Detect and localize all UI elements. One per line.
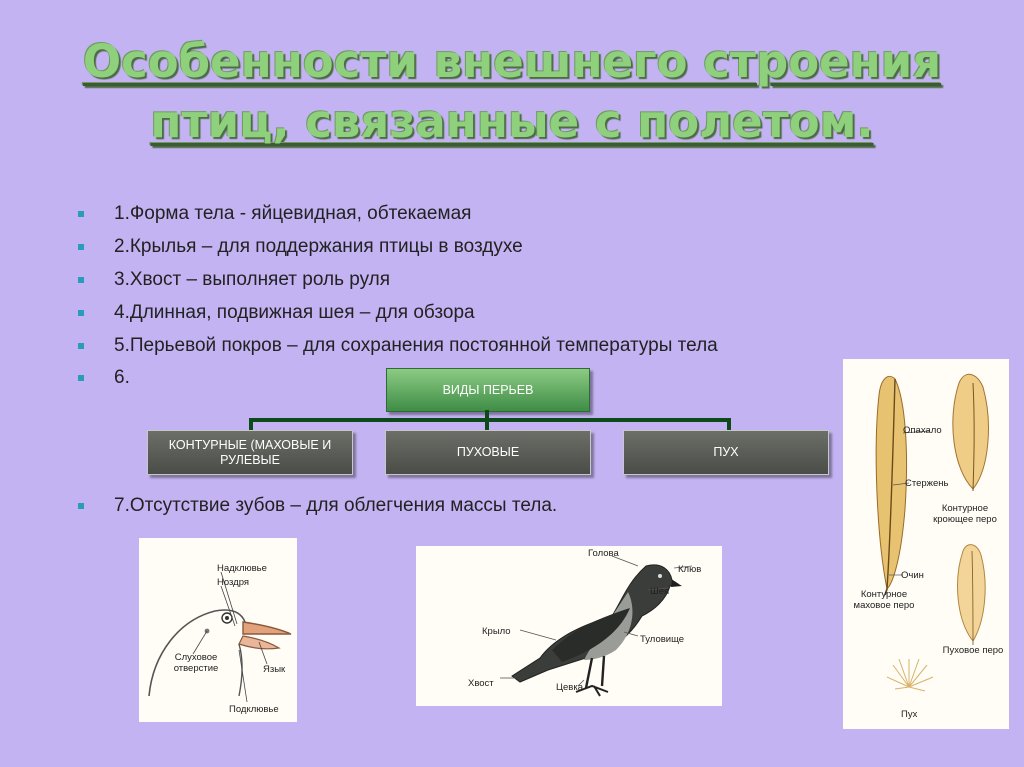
bullet-marker-icon: [78, 375, 84, 381]
crow-drawing: [416, 546, 722, 706]
diagram-child-label: ПУХОВЫЕ: [456, 445, 520, 459]
bullet-marker-icon: [78, 503, 84, 509]
bullet-marker-icon: [78, 310, 84, 316]
label-krylo: Крыло: [482, 626, 511, 637]
diagram-child-fluff: [623, 430, 829, 475]
slide-title: [0, 32, 1024, 152]
bullet-marker-icon: [78, 277, 84, 283]
label-nadklyuvye: Надклювье: [217, 563, 267, 574]
diagram-child-label: КОНТУРНЫЕ (МАХОВЫЕ И РУЛЕВЫЕ: [168, 437, 332, 467]
diagram-root-label: ВИДЫ ПЕРЬЕВ: [442, 382, 534, 397]
bird-head-figure: [139, 538, 297, 722]
diagram-child-label: ПУХ: [713, 445, 739, 459]
label-sluhovoe: Слуховое отверстие: [173, 652, 219, 674]
title-line-2: птиц, связанные с полетом.: [150, 95, 874, 148]
bird-head-drawing: [139, 538, 297, 722]
bullet-list: [78, 198, 858, 395]
bullet-marker-icon: [78, 211, 84, 217]
label-sheya: Шея: [650, 586, 670, 597]
bullet-item: [78, 296, 858, 329]
label-sterzhen: Стержень: [905, 478, 949, 489]
diagram-child-contour: [147, 430, 353, 475]
label-pukh: Пух: [901, 709, 918, 720]
bullet-text: 2.Крылья – для поддержания птицы в воздухе: [114, 236, 523, 258]
bullet-item: [78, 329, 858, 362]
bullet-item: [78, 490, 557, 523]
bullet-text: 1.Форма тела - яйцевидная, обтекаемая: [114, 203, 472, 225]
label-pukhovoe: Пуховое перо: [942, 645, 1004, 656]
label-konturnoe-kroyushchee: Контурное кроющее перо: [933, 503, 997, 525]
bullet-marker-icon: [78, 244, 84, 250]
bullet-item: [78, 231, 858, 264]
crow-figure: [416, 546, 722, 706]
label-opakhalo: Опахало: [903, 425, 942, 436]
label-golova: Голова: [588, 548, 619, 559]
label-tulovishche: Туловище: [640, 634, 685, 645]
bullet-text: 3.Хвост – выполняет роль руля: [114, 268, 391, 290]
bullet-text: 7.Отсутствие зубов – для облегчения массы тела.: [114, 495, 558, 517]
label-klyuv: Клюв: [678, 564, 702, 575]
title-line-1: Особенности внешнего строения: [82, 35, 942, 88]
label-khvost: Хвост: [468, 678, 494, 689]
diagram-child-down: [385, 430, 591, 475]
bullet-text: 6.: [114, 367, 130, 389]
label-tsevka: Цевка: [556, 682, 584, 693]
label-ochin: Очин: [901, 570, 924, 581]
bullet-item: [78, 198, 858, 231]
feathers-figure: [843, 359, 1009, 729]
bullet-item: [78, 264, 858, 297]
feathers-drawing: [843, 359, 1009, 729]
label-konturnoe-makhovoe: Контурное маховое перо: [853, 589, 915, 611]
bullet-text: 5.Перьевой покров – для сохранения постоянной температуры тела: [114, 334, 718, 356]
label-yazyk: Язык: [263, 664, 286, 675]
connector-line: [249, 418, 731, 422]
label-podklyuvye: Подклювье: [229, 704, 279, 715]
label-nozdrya: Ноздря: [217, 577, 250, 588]
diagram-root-box: [386, 368, 590, 412]
bullet-marker-icon: [78, 343, 84, 349]
bullet-text: 4.Длинная, подвижная шея – для обзора: [114, 301, 475, 323]
